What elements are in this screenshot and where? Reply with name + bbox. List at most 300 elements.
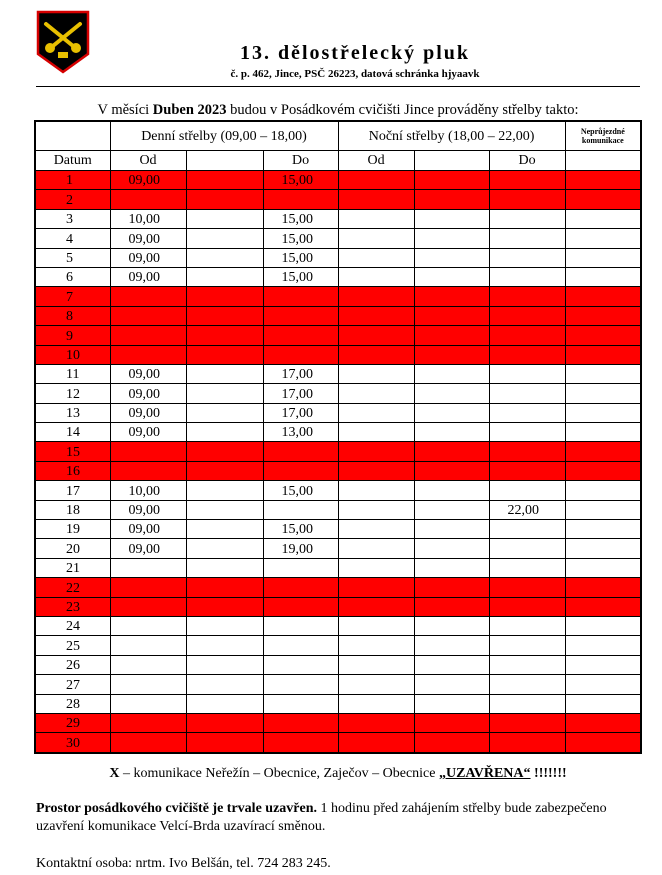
document-header [0, 0, 662, 95]
row-date: 20 [35, 539, 110, 558]
row-day-from [110, 597, 186, 616]
row-night-blank [414, 636, 489, 655]
row-day-to: 15,00 [263, 520, 338, 539]
row-night-to: 22,00 [489, 500, 565, 519]
row-night-from [338, 520, 414, 539]
row-day-blank [186, 461, 263, 480]
row-night-blank [414, 675, 489, 694]
row-day-to [263, 558, 338, 577]
table-row [35, 287, 641, 306]
row-day-to [263, 694, 338, 713]
row-impassable [565, 209, 641, 228]
row-night-blank [414, 403, 489, 422]
row-date: 8 [35, 306, 110, 325]
table-row [35, 616, 641, 635]
row-night-to [489, 423, 565, 442]
row-day-blank [186, 171, 263, 190]
table-row [35, 500, 641, 519]
row-night-to [489, 384, 565, 403]
row-day-blank [186, 481, 263, 500]
row-date: 21 [35, 558, 110, 577]
row-day-from: 09,00 [110, 384, 186, 403]
row-date: 25 [35, 636, 110, 655]
row-night-blank [414, 423, 489, 442]
row-date: 26 [35, 655, 110, 674]
row-day-from [110, 190, 186, 209]
header-divider [36, 86, 640, 87]
row-impassable [565, 267, 641, 286]
header-day-to: Do [263, 151, 338, 171]
paragraph-rest: 1 hodinu před zahájením střelby bude zabezpečeno uzavření komunikace Velcí-Brda uzavírací směnou. [36, 801, 607, 834]
table-row [35, 558, 641, 577]
row-day-from [110, 326, 186, 345]
row-night-from [338, 461, 414, 480]
row-impassable [565, 306, 641, 325]
row-impassable [565, 171, 641, 190]
row-night-from [338, 733, 414, 753]
row-day-blank [186, 558, 263, 577]
page-subtitle: č. p. 462, Jince, PSČ 26223, datová schránka hjyaavk [230, 68, 480, 80]
table-row [35, 403, 641, 422]
row-night-from [338, 403, 414, 422]
row-day-to: 17,00 [263, 403, 338, 422]
header-night-to: Do [489, 151, 565, 171]
row-day-blank [186, 287, 263, 306]
row-day-blank [186, 229, 263, 248]
row-night-from [338, 306, 414, 325]
row-night-from [338, 248, 414, 267]
row-night-to [489, 461, 565, 480]
row-night-to [489, 675, 565, 694]
row-day-blank [186, 500, 263, 519]
table-row [35, 229, 641, 248]
row-date: 3 [35, 209, 110, 228]
row-night-to [489, 616, 565, 635]
row-day-from [110, 287, 186, 306]
header-empty [35, 121, 110, 151]
row-night-from [338, 597, 414, 616]
row-date: 24 [35, 616, 110, 635]
row-day-from: 09,00 [110, 520, 186, 539]
row-night-blank [414, 209, 489, 228]
row-night-from [338, 713, 414, 732]
row-date: 2 [35, 190, 110, 209]
row-night-blank [414, 616, 489, 635]
row-impassable [565, 597, 641, 616]
row-impassable [565, 364, 641, 383]
row-day-from: 10,00 [110, 481, 186, 500]
table-row [35, 713, 641, 732]
row-impassable [565, 733, 641, 753]
header-row-groups [35, 121, 641, 151]
header-day-blank [186, 151, 263, 171]
row-impassable [565, 229, 641, 248]
row-night-to [489, 209, 565, 228]
row-day-blank [186, 190, 263, 209]
training-area-paragraph [36, 800, 636, 836]
row-date: 13 [35, 403, 110, 422]
row-day-from: 09,00 [110, 364, 186, 383]
row-night-to [489, 597, 565, 616]
note-marker: X [109, 766, 120, 781]
row-night-from [338, 675, 414, 694]
row-impassable [565, 578, 641, 597]
row-date: 11 [35, 364, 110, 383]
row-date: 12 [35, 384, 110, 403]
row-day-from: 10,00 [110, 209, 186, 228]
row-day-to: 19,00 [263, 539, 338, 558]
row-night-to [489, 345, 565, 364]
header-night-from: Od [338, 151, 414, 171]
row-night-blank [414, 539, 489, 558]
row-day-to [263, 578, 338, 597]
row-day-blank [186, 364, 263, 383]
page-title: 13. dělostřelecký pluk [239, 42, 471, 64]
row-day-blank [186, 655, 263, 674]
row-day-blank [186, 675, 263, 694]
row-night-from [338, 364, 414, 383]
row-day-from: 09,00 [110, 423, 186, 442]
row-night-blank [414, 248, 489, 267]
row-night-from [338, 558, 414, 577]
row-impassable [565, 520, 641, 539]
row-night-to [489, 655, 565, 674]
row-day-blank [186, 248, 263, 267]
row-day-to: 15,00 [263, 229, 338, 248]
row-day-from: 09,00 [110, 248, 186, 267]
row-day-from: 09,00 [110, 229, 186, 248]
row-day-blank [186, 403, 263, 422]
row-day-to [263, 597, 338, 616]
row-night-to [489, 229, 565, 248]
row-impassable [565, 675, 641, 694]
note-exclaim: !!!!!!! [530, 766, 567, 781]
row-night-to [489, 539, 565, 558]
row-day-to [263, 461, 338, 480]
intro-month: Duben 2023 [152, 102, 227, 118]
table-row [35, 326, 641, 345]
row-night-blank [414, 267, 489, 286]
row-night-blank [414, 364, 489, 383]
row-day-blank [186, 267, 263, 286]
row-night-to [489, 287, 565, 306]
row-day-blank [186, 539, 263, 558]
row-night-to [489, 403, 565, 422]
row-night-blank [414, 461, 489, 480]
table-row [35, 481, 641, 500]
row-night-from [338, 655, 414, 674]
row-night-blank [414, 190, 489, 209]
row-day-from [110, 694, 186, 713]
row-night-blank [414, 171, 489, 190]
row-day-to: 15,00 [263, 481, 338, 500]
row-day-blank [186, 733, 263, 753]
row-day-blank [186, 636, 263, 655]
row-impassable [565, 655, 641, 674]
row-day-blank [186, 616, 263, 635]
row-impassable [565, 190, 641, 209]
table-row [35, 539, 641, 558]
row-night-blank [414, 500, 489, 519]
row-day-blank [186, 578, 263, 597]
row-day-to [263, 326, 338, 345]
row-date: 4 [35, 229, 110, 248]
row-day-to: 13,00 [263, 423, 338, 442]
row-date: 17 [35, 481, 110, 500]
row-night-to [489, 733, 565, 753]
row-day-to [263, 675, 338, 694]
schedule-table [34, 120, 642, 754]
note-text: – komunikace Neřežín – Obecnice, Zaječov – Obecnice [119, 766, 439, 781]
table-row [35, 306, 641, 325]
header-impassable-roads: Neprůjezdné komunikace [565, 121, 641, 151]
row-night-to [489, 578, 565, 597]
row-date: 6 [35, 267, 110, 286]
row-date: 10 [35, 345, 110, 364]
note-closed: „UZAVŘENA“ [438, 766, 531, 781]
row-day-from [110, 345, 186, 364]
row-night-to [489, 481, 565, 500]
intro-prefix: V měsíci [97, 102, 153, 118]
row-night-from [338, 209, 414, 228]
row-date: 9 [35, 326, 110, 345]
row-night-blank [414, 655, 489, 674]
row-day-blank [186, 520, 263, 539]
row-day-to [263, 306, 338, 325]
row-night-from [338, 539, 414, 558]
row-day-blank [186, 694, 263, 713]
row-impassable [565, 326, 641, 345]
row-day-to [263, 636, 338, 655]
row-date: 1 [35, 171, 110, 190]
row-day-to [263, 345, 338, 364]
row-day-blank [186, 306, 263, 325]
row-day-to [263, 190, 338, 209]
row-day-from: 09,00 [110, 539, 186, 558]
row-night-blank [414, 442, 489, 461]
table-row [35, 171, 641, 190]
row-night-blank [414, 597, 489, 616]
row-night-to [489, 306, 565, 325]
row-night-blank [414, 384, 489, 403]
row-day-from [110, 733, 186, 753]
table-row [35, 694, 641, 713]
header-day-from: Od [110, 151, 186, 171]
row-day-to [263, 616, 338, 635]
header-row-columns [35, 151, 641, 171]
row-date: 16 [35, 461, 110, 480]
row-impassable [565, 345, 641, 364]
row-night-blank [414, 733, 489, 753]
row-night-from [338, 190, 414, 209]
row-night-from [338, 578, 414, 597]
row-date: 15 [35, 442, 110, 461]
row-day-to: 17,00 [263, 384, 338, 403]
row-impassable [565, 423, 641, 442]
row-impassable [565, 442, 641, 461]
row-impassable [565, 694, 641, 713]
row-impassable [565, 287, 641, 306]
row-date: 5 [35, 248, 110, 267]
row-night-blank [414, 229, 489, 248]
row-day-from [110, 655, 186, 674]
table-row [35, 636, 641, 655]
row-date: 14 [35, 423, 110, 442]
row-impassable [565, 384, 641, 403]
table-row [35, 190, 641, 209]
row-night-blank [414, 578, 489, 597]
table-row [35, 423, 641, 442]
row-day-from [110, 578, 186, 597]
row-night-to [489, 190, 565, 209]
row-day-to: 15,00 [263, 209, 338, 228]
paragraph-bold: Prostor posádkového cvičiště je trvale uzavřen. [36, 801, 317, 816]
row-day-to: 15,00 [263, 248, 338, 267]
row-day-to [263, 655, 338, 674]
row-day-to [263, 287, 338, 306]
row-day-from [110, 636, 186, 655]
row-night-from [338, 171, 414, 190]
row-night-blank [414, 713, 489, 732]
row-day-from: 09,00 [110, 171, 186, 190]
row-night-blank [414, 345, 489, 364]
row-impassable [565, 616, 641, 635]
row-night-from [338, 423, 414, 442]
row-night-from [338, 384, 414, 403]
row-date: 23 [35, 597, 110, 616]
row-impassable [565, 481, 641, 500]
regiment-emblem-icon [36, 10, 90, 74]
table-row [35, 578, 641, 597]
row-impassable [565, 248, 641, 267]
row-night-blank [414, 520, 489, 539]
table-row [35, 209, 641, 228]
row-date: 7 [35, 287, 110, 306]
row-night-to [489, 326, 565, 345]
row-day-from [110, 675, 186, 694]
row-day-from: 09,00 [110, 500, 186, 519]
row-date: 28 [35, 694, 110, 713]
row-night-blank [414, 558, 489, 577]
row-night-blank [414, 481, 489, 500]
row-day-blank [186, 423, 263, 442]
row-night-to [489, 713, 565, 732]
row-day-to [263, 733, 338, 753]
row-day-to: 17,00 [263, 364, 338, 383]
row-date: 19 [35, 520, 110, 539]
row-night-to [489, 694, 565, 713]
row-night-from [338, 326, 414, 345]
row-night-from [338, 229, 414, 248]
header-night-blank [414, 151, 489, 171]
row-impassable [565, 558, 641, 577]
row-night-to [489, 171, 565, 190]
row-date: 30 [35, 733, 110, 753]
table-row [35, 520, 641, 539]
row-night-blank [414, 694, 489, 713]
closure-note [36, 766, 640, 782]
row-impassable [565, 461, 641, 480]
row-day-blank [186, 209, 263, 228]
row-night-from [338, 442, 414, 461]
contact-line: Kontaktní osoba: nrtm. Ivo Belšán, tel. 724 283 245. [36, 856, 331, 871]
row-day-to: 15,00 [263, 267, 338, 286]
row-night-from [338, 287, 414, 306]
row-night-to [489, 248, 565, 267]
table-row [35, 248, 641, 267]
intro-suffix: budou v Posádkovém cvičišti Jince prováděny střelby takto: [226, 102, 579, 118]
table-row [35, 267, 641, 286]
row-date: 29 [35, 713, 110, 732]
row-day-blank [186, 713, 263, 732]
row-night-to [489, 364, 565, 383]
row-day-blank [186, 345, 263, 364]
header-day-shooting: Denní střelby (09,00 – 18,00) [110, 121, 338, 151]
row-night-from [338, 636, 414, 655]
row-impassable [565, 500, 641, 519]
row-night-to [489, 267, 565, 286]
table-row [35, 384, 641, 403]
header-night-shooting: Noční střelby (18,00 – 22,00) [338, 121, 565, 151]
row-night-from [338, 616, 414, 635]
row-day-to [263, 713, 338, 732]
row-day-from: 09,00 [110, 267, 186, 286]
row-day-blank [186, 597, 263, 616]
table-row [35, 345, 641, 364]
row-night-to [489, 558, 565, 577]
row-day-blank [186, 442, 263, 461]
row-night-from [338, 500, 414, 519]
row-impassable [565, 713, 641, 732]
row-night-blank [414, 306, 489, 325]
row-impassable [565, 539, 641, 558]
row-impassable [565, 403, 641, 422]
row-day-from [110, 461, 186, 480]
header-impassable-blank [565, 151, 641, 171]
table-row [35, 461, 641, 480]
row-night-to [489, 442, 565, 461]
row-date: 27 [35, 675, 110, 694]
table-row [35, 442, 641, 461]
table-row [35, 597, 641, 616]
row-day-from [110, 442, 186, 461]
row-night-from [338, 481, 414, 500]
header-date: Datum [35, 151, 110, 171]
row-day-from [110, 306, 186, 325]
table-row [35, 655, 641, 674]
row-impassable [565, 636, 641, 655]
row-day-from [110, 713, 186, 732]
row-night-to [489, 636, 565, 655]
intro-text [36, 102, 640, 119]
row-night-to [489, 520, 565, 539]
table-row [35, 733, 641, 753]
row-day-from: 09,00 [110, 403, 186, 422]
row-day-from [110, 616, 186, 635]
table-row [35, 364, 641, 383]
row-date: 18 [35, 500, 110, 519]
row-day-to: 15,00 [263, 171, 338, 190]
table-row [35, 675, 641, 694]
row-day-to [263, 442, 338, 461]
row-night-from [338, 267, 414, 286]
row-day-to [263, 500, 338, 519]
row-night-blank [414, 326, 489, 345]
row-day-blank [186, 384, 263, 403]
row-night-from [338, 694, 414, 713]
row-night-blank [414, 287, 489, 306]
row-night-from [338, 345, 414, 364]
